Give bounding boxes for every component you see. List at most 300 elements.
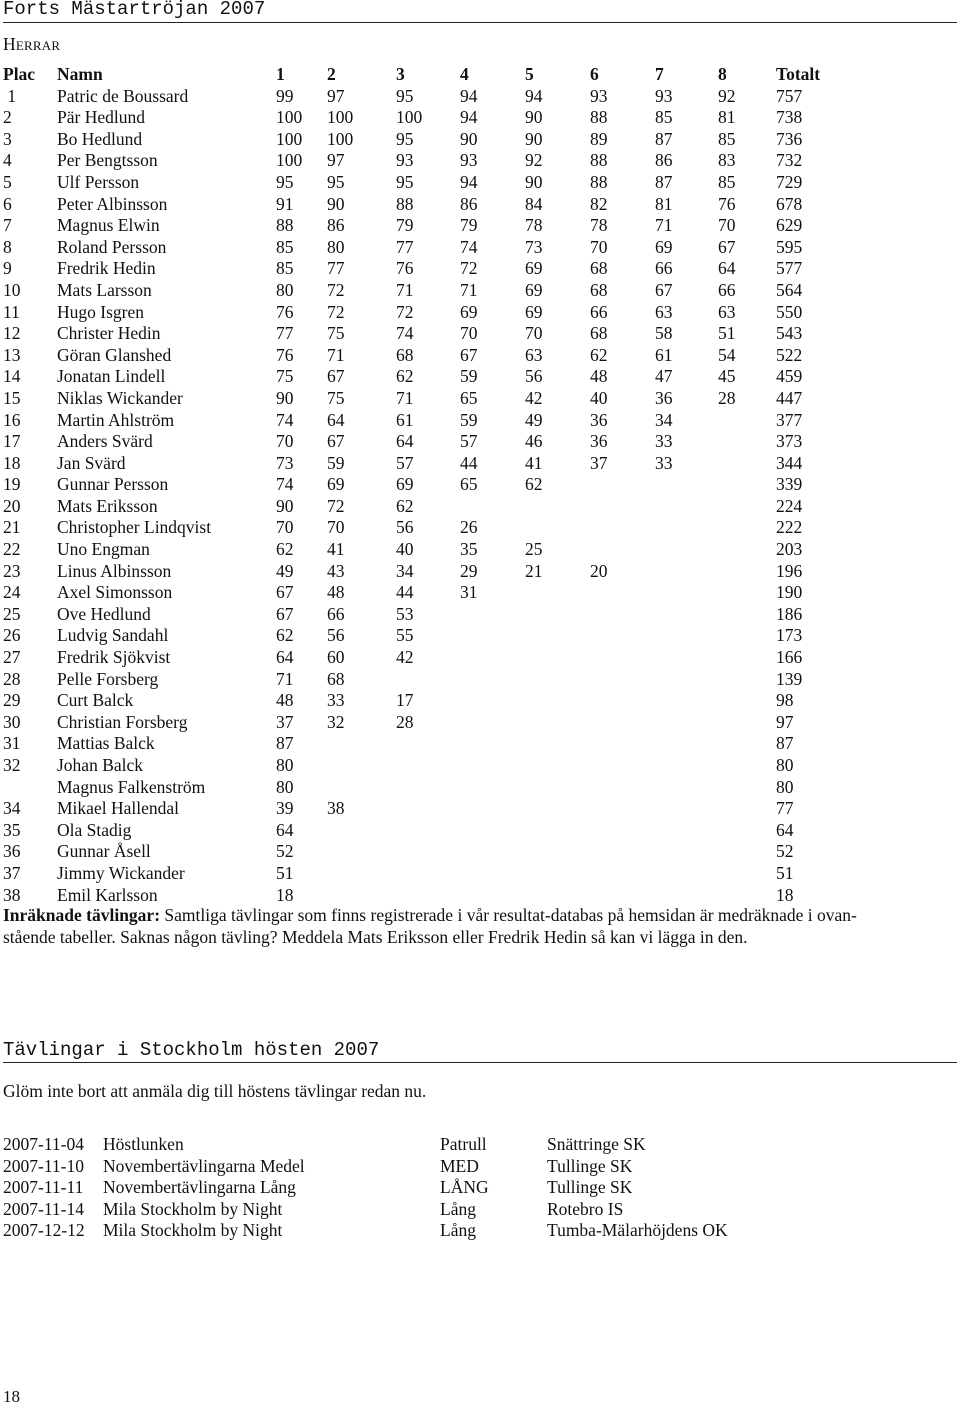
placing-cell: 16 [3,409,21,430]
score-cell: 80 [327,236,345,257]
total-cell: 459 [776,366,803,387]
total-cell: 344 [776,452,803,473]
score-cell: 44 [460,452,478,473]
table-row [3,777,846,799]
score-cell: 62 [590,344,608,365]
note-paragraph [3,905,959,948]
score-cell: 74 [276,474,294,495]
score-cell: 64 [276,647,294,668]
total-cell: 98 [776,690,794,711]
results-header-cell: 1 [276,64,285,84]
name-cell: Mikael Hallendal [57,798,179,819]
score-cell: 67 [276,582,294,603]
total-cell: 339 [776,474,803,495]
total-cell: 224 [776,495,803,516]
total-cell: 732 [776,150,803,171]
score-cell: 87 [655,128,673,149]
score-cell: 34 [396,560,414,581]
table-row [3,129,846,151]
table-row [3,496,846,518]
score-cell [460,755,525,777]
score-cell: 62 [396,495,414,516]
score-cell [718,582,776,604]
total-cell: 64 [776,819,794,840]
score-cell: 71 [327,344,345,365]
score-cell [460,625,525,647]
score-cell: 51 [718,323,736,344]
score-cell: 56 [327,625,345,646]
score-cell [396,820,460,842]
score-cell [655,669,718,691]
total-cell: 87 [776,733,794,754]
placing-cell: 3 [3,128,12,149]
placing-cell: 27 [3,647,21,668]
distance-cell: Lång [440,1198,476,1219]
score-cell: 94 [525,85,543,106]
score-cell: 57 [460,431,478,452]
score-cell: 97 [327,150,345,171]
score-cell [655,604,718,626]
placing-cell: 15 [3,387,21,408]
results-header-cell: 7 [655,64,664,84]
score-cell: 100 [396,107,423,128]
score-cell [460,669,525,691]
score-cell: 17 [396,690,414,711]
results-header-cell: 5 [525,64,534,84]
score-cell: 67 [327,366,345,387]
results-header-cell: Namn [57,64,103,84]
placing-cell: 29 [3,690,21,711]
score-cell [327,820,396,842]
date-cell: 2007-12-12 [3,1220,85,1241]
score-cell: 81 [718,107,736,128]
score-cell: 59 [460,366,478,387]
total-cell: 543 [776,323,803,344]
score-cell: 76 [718,193,736,214]
score-cell [327,863,396,885]
name-cell: Göran Glanshed [57,344,172,365]
placing-cell: 35 [3,819,21,840]
name-cell: Fredrik Hedin [57,258,156,279]
table-row [3,215,846,237]
score-cell: 85 [276,236,294,257]
name-cell: Pelle Forsberg [57,668,159,689]
name-cell: Christer Hedin [57,323,161,344]
list-item [3,1220,777,1242]
table-row [3,820,846,842]
total-cell: 629 [776,215,803,236]
results-header-cell: 6 [590,64,599,84]
score-cell: 87 [655,171,673,192]
score-cell [525,517,590,539]
score-cell: 91 [276,193,294,214]
score-cell [590,582,655,604]
score-cell: 49 [276,560,294,581]
score-cell [718,798,776,820]
score-cell: 88 [276,215,294,236]
placing-cell: 4 [3,150,12,171]
competition-name-cell: Mila Stockholm by Night [103,1220,283,1241]
placing-cell: 13 [3,344,21,365]
score-cell [718,625,776,647]
score-cell [327,777,396,799]
score-cell: 90 [525,107,543,128]
table-row [3,453,846,475]
score-cell [396,669,460,691]
score-cell [655,561,718,583]
score-cell [327,755,396,777]
name-cell: Pär Hedlund [57,107,145,128]
score-cell [396,841,460,863]
table-row [3,517,846,539]
total-cell: 522 [776,344,803,365]
score-cell: 70 [276,517,294,538]
score-cell: 90 [460,128,478,149]
score-cell: 88 [590,107,608,128]
score-cell [590,604,655,626]
competition-name-cell: Novembertävlingarna Lång [103,1177,296,1198]
score-cell: 35 [460,539,478,560]
placing-cell: 32 [3,755,21,775]
score-cell: 37 [276,711,294,732]
score-cell: 53 [396,603,414,624]
placing-cell: 8 [3,236,12,257]
table-row [3,841,846,863]
score-cell: 70 [525,323,543,344]
score-cell: 93 [396,150,414,171]
score-cell: 47 [655,366,673,387]
results-header-cell: 4 [460,64,469,84]
table-row [3,258,846,280]
name-cell: Ludvig Sandahl [57,625,169,646]
name-cell: Uno Engman [57,539,150,560]
score-cell: 90 [276,387,294,408]
score-cell: 32 [327,711,345,732]
score-cell: 62 [396,366,414,387]
score-cell: 88 [590,150,608,171]
placing-cell: 9 [3,258,12,279]
score-cell: 37 [590,452,608,473]
club-cell: Snättringe SK [547,1134,646,1154]
score-cell: 78 [590,215,608,236]
score-cell: 20 [590,560,608,581]
competition-name-cell: Höstlunken [103,1134,184,1154]
placing-cell: 1 [3,85,17,106]
name-cell: Hugo Isgren [57,301,144,322]
score-cell [525,604,590,626]
score-cell [590,777,655,799]
score-cell: 59 [460,409,478,430]
score-cell [525,777,590,799]
score-cell: 48 [276,690,294,711]
score-cell [718,647,776,669]
score-cell [590,669,655,691]
total-cell: 80 [776,755,794,775]
score-cell: 76 [276,301,294,322]
name-cell: Per Bengtsson [57,150,158,171]
total-cell: 447 [776,387,803,408]
results-header-row [3,64,846,86]
score-cell [718,690,776,712]
score-cell: 85 [655,107,673,128]
score-cell [525,733,590,755]
total-cell: 186 [776,603,803,624]
name-cell: Christopher Lindqvist [57,517,212,538]
score-cell [525,863,590,885]
list-item [3,1156,777,1178]
score-cell: 61 [655,344,673,365]
score-cell [525,755,590,777]
score-cell: 86 [460,193,478,214]
score-cell: 61 [396,409,414,430]
placing-cell: 19 [3,474,21,495]
score-cell: 71 [396,387,414,408]
score-cell: 28 [396,711,414,732]
name-cell: Fredrik Sjökvist [57,647,171,668]
score-cell: 71 [460,279,478,300]
score-cell: 49 [525,409,543,430]
score-cell: 18 [276,884,294,905]
placing-cell: 6 [3,193,12,214]
placing-cell: 17 [3,431,21,452]
score-cell: 64 [276,819,294,840]
score-cell: 80 [276,776,294,797]
score-cell: 36 [590,409,608,430]
placing-cell: 31 [3,733,21,754]
score-cell: 94 [460,107,478,128]
placing-cell: 28 [3,668,21,689]
score-cell: 56 [396,517,414,538]
score-cell: 39 [276,798,294,819]
score-cell: 48 [327,582,345,603]
score-cell [655,733,718,755]
score-cell [590,496,655,518]
score-cell: 31 [460,582,478,603]
table-row [3,690,846,712]
total-cell: 377 [776,409,803,430]
score-cell: 34 [655,409,673,430]
placing-cell: 21 [3,517,21,538]
placing-cell [3,777,57,799]
score-cell: 88 [590,171,608,192]
score-cell [590,712,655,734]
score-cell: 99 [276,85,294,106]
table-row [3,345,846,367]
score-cell: 94 [460,85,478,106]
score-cell [327,733,396,755]
total-cell: 729 [776,171,803,192]
table-row [3,150,846,172]
placing-cell: 26 [3,625,21,646]
total-cell: 52 [776,841,794,862]
score-cell [460,820,525,842]
score-cell [590,798,655,820]
name-cell: Linus Albinsson [57,560,172,581]
section-title-mastartrojan: Forts Mästartröjan 2007 [3,0,266,20]
score-cell: 85 [718,171,736,192]
score-cell: 51 [276,862,294,883]
score-cell [460,604,525,626]
score-cell [655,885,718,907]
subheading-rest: ERRAR [15,38,61,53]
total-cell: 577 [776,258,803,279]
total-cell: 203 [776,539,803,560]
name-cell: Ove Hedlund [57,603,151,624]
score-cell [460,496,525,518]
score-cell: 25 [525,539,543,560]
score-cell: 33 [655,431,673,452]
score-cell: 100 [327,107,354,128]
name-cell: Roland Persson [57,236,167,257]
placing-cell: 25 [3,603,21,624]
club-cell: Rotebro IS [547,1198,624,1219]
score-cell: 71 [276,668,294,689]
score-cell: 73 [525,236,543,257]
score-cell [590,820,655,842]
name-cell: Magnus Elwin [57,215,160,236]
score-cell: 59 [327,452,345,473]
name-cell: Curt Balck [57,690,134,711]
total-cell: 757 [776,85,803,106]
table-row [3,582,846,604]
placing-cell: 37 [3,862,21,883]
name-cell: Magnus Falkenström [57,776,206,797]
placing-cell: 22 [3,539,21,560]
score-cell [525,841,590,863]
score-cell: 46 [525,431,543,452]
score-cell: 62 [276,539,294,560]
date-cell: 2007-11-04 [3,1134,85,1154]
score-cell: 88 [396,193,414,214]
score-cell: 81 [655,193,673,214]
score-cell [590,647,655,669]
total-cell: 139 [776,668,803,689]
score-cell [655,863,718,885]
score-cell [590,863,655,885]
date-cell: 2007-11-11 [3,1177,84,1198]
score-cell [525,690,590,712]
score-cell [718,474,776,496]
score-cell: 43 [327,560,345,581]
score-cell [590,474,655,496]
name-cell: Jonatan Lindell [57,366,166,387]
score-cell: 92 [718,85,736,106]
score-cell: 80 [276,755,294,775]
score-cell: 64 [718,258,736,279]
score-cell [718,453,776,475]
score-cell: 62 [525,474,543,495]
total-cell: 173 [776,625,803,646]
score-cell: 87 [276,733,294,754]
score-cell [718,733,776,755]
score-cell [525,647,590,669]
score-cell [718,820,776,842]
name-cell: Jan Svärd [57,452,126,473]
score-cell: 65 [460,387,478,408]
score-cell: 82 [590,193,608,214]
table-row [3,798,846,820]
score-cell [525,669,590,691]
score-cell [718,539,776,561]
score-cell: 57 [396,452,414,473]
score-cell [655,517,718,539]
score-cell: 70 [590,236,608,257]
table-row [3,366,846,388]
subheading-herrar [3,34,60,55]
name-cell: Niklas Wickander [57,387,183,408]
score-cell: 80 [276,279,294,300]
score-cell: 44 [396,582,414,603]
score-cell: 56 [525,366,543,387]
table-row [3,302,846,324]
name-cell: Axel Simonsson [57,582,173,603]
score-cell [460,647,525,669]
score-cell [655,474,718,496]
list-item [3,1177,777,1199]
total-cell: 595 [776,236,803,257]
score-cell [718,841,776,863]
score-cell [655,777,718,799]
score-cell [460,841,525,863]
page-number: 18 [3,1387,20,1406]
score-cell [718,712,776,734]
total-cell: 166 [776,647,803,668]
table-row [3,669,846,691]
score-cell: 72 [460,258,478,279]
score-cell: 100 [276,150,303,171]
placing-cell: 2 [3,107,12,128]
score-cell: 33 [327,690,345,711]
score-cell [396,777,460,799]
placing-cell: 5 [3,171,12,192]
name-cell: Gunnar Persson [57,474,169,495]
score-cell: 68 [590,323,608,344]
score-cell: 68 [590,279,608,300]
date-cell: 2007-11-10 [3,1155,85,1176]
section2-rule [3,1062,957,1063]
score-cell [718,410,776,432]
results-header-cell: 2 [327,64,336,84]
score-cell [525,712,590,734]
score-cell: 69 [525,301,543,322]
score-cell [590,841,655,863]
name-cell: Mattias Balck [57,733,155,754]
table-row [3,172,846,194]
total-cell: 222 [776,517,803,538]
score-cell: 55 [396,625,414,646]
score-cell [460,733,525,755]
name-cell: Martin Ahlström [57,409,175,430]
score-cell: 76 [276,344,294,365]
club-cell: Tullinge SK [547,1177,633,1198]
competitions-table [3,1134,777,1242]
total-cell: 738 [776,107,803,128]
table-row [3,107,846,129]
total-cell: 51 [776,862,794,883]
score-cell [655,820,718,842]
score-cell: 95 [396,171,414,192]
table-row [3,388,846,410]
score-cell: 54 [718,344,736,365]
score-cell: 77 [327,258,345,279]
score-cell: 93 [655,85,673,106]
score-cell: 69 [525,258,543,279]
score-cell: 64 [396,431,414,452]
score-cell: 95 [276,171,294,192]
score-cell: 86 [655,150,673,171]
score-cell [327,885,396,907]
score-cell: 28 [718,387,736,408]
